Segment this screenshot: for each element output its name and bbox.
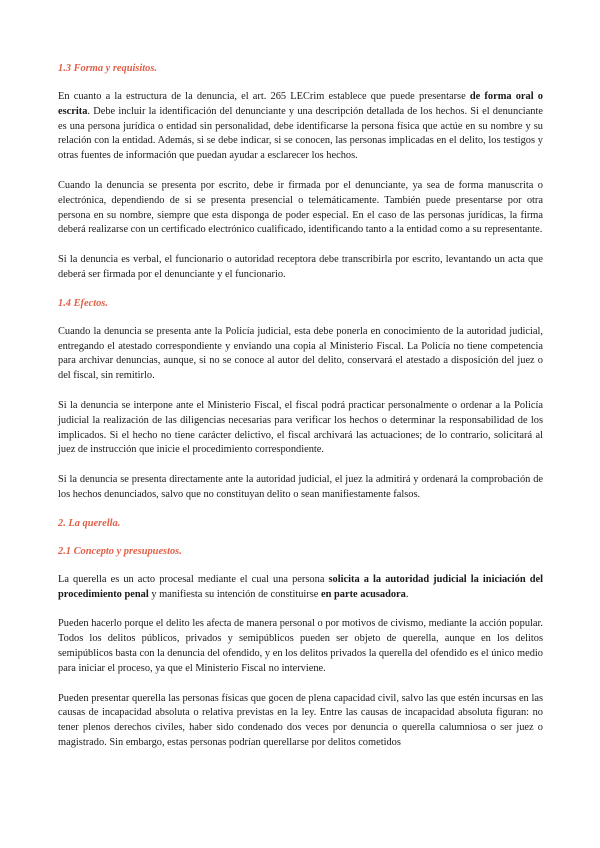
- paragraph-text: .: [405, 588, 409, 600]
- paragraph-text: La querella es un acto procesal mediante el cual una persona: [58, 573, 329, 585]
- paragraph-denuncia-verbal: Si la denuncia es verbal, el funcionario o autoridad receptora debe transcribirla por escrito, levantando un acta que deberá ser firmada por el denunciante y el funcionario.: [58, 254, 543, 280]
- paragraph-capacidad-querellarse: Pueden presentar querella las personas físicas que gocen de plena capacidad civil, salvo las que estén incursas en las causas de incapacidad absoluta o relativa previstas en la ley. Entre las causas de incapacidad absoluta figuran: no tener plenos derechos civiles, haber sido condenado dos veces por denuncia o querella calumniosa o ser juez o magistrado. Sin embargo, estas personas podrían querellarse por delitos cometidos: [58, 692, 543, 748]
- emphasis-text: de forma oral o escrita: [58, 91, 543, 117]
- section-heading-querella: 2. La querella.: [58, 517, 121, 529]
- section-heading-concepto-presupuestos: 2.1 Concepto y presupuestos.: [58, 545, 182, 557]
- paragraph-estructura-denuncia: [58, 90, 543, 164]
- paragraph-ministerio-fiscal: Si la denuncia se interpone ante el Ministerio Fiscal, el fiscal podrá practicar personalmente o ordenar a la Policía judicial la realización de las diligencias necesarias para verificar los hechos o determinar la responsabilidad de los implicados. Si el hecho no tiene carácter delictivo, el fiscal archivará las actuaciones; de lo contrario, solicitará al juez de instrucción que inicie el procedimiento correspondiente.: [58, 399, 543, 456]
- paragraph-accion-popular: Pueden hacerlo porque el delito les afecta de manera personal o por motivos de civismo, mediante la acción popular. Todos los delitos públicos, privados y semipúblicos pueden ser objeto de querella, aunque en los delitos semipúblicos basta con la denuncia del ofendido, y en los delitos privados la querella del ofendido es el único medio para iniciar el proceso, ya que el Ministerio Fiscal no interviene.: [58, 618, 543, 674]
- paragraph-concepto-querella: [58, 573, 543, 603]
- section-heading-efectos: 1.4 Efectos.: [58, 297, 108, 309]
- emphasis-text: en parte acusadora: [321, 588, 406, 600]
- emphasis-text: solicita a la autoridad judicial la iniciación del procedimiento penal: [58, 573, 543, 600]
- paragraph-text: y manifiesta su intención de constituirse: [148, 588, 322, 600]
- paragraph-text: . Debe incluir la identificación del denunciante y una descripción detallada de los hechos. Si el denunciante es una persona jurídica o entidad sin personalidad, debe identificarse la persona física que actúe en su nombre y su relación con la entidad. Además, si se debe indicar, si se conocen, las personas implicadas en el delito, los testigos y otras fuentes de información que puedan ayudar a esclarecer los hechos.: [58, 105, 543, 162]
- paragraph-policia-judicial: Cuando la denuncia se presenta ante la Policía judicial, esta debe ponerla en conocimiento de la autoridad judicial, entregando el atestado correspondiente y enviando una copia al Ministerio Fiscal. La Policía no tiene competencia para archivar denuncias, aunque, si no se conoce al autor del delito, conservará el atestado a disposición del juez o del fiscal, sin remitirlo.: [58, 325, 543, 382]
- paragraph-autoridad-judicial: Si la denuncia se presenta directamente ante la autoridad judicial, el juez la admitirá y ordenará la comprobación de los hechos denunciados, salvo que no constituyan delito o sean manifiestamente falsos.: [58, 474, 543, 500]
- paragraph-denuncia-escrita: Cuando la denuncia se presenta por escrito, debe ir firmada por el denunciante, ya sea de forma manuscrita o electrónica, dependiendo de si se presenta presencial o telemáticamente. También puede presentarse por otra persona en su nombre, siempre que esta disponga de poder especial. En el caso de las personas jurídicas, la firma deberá realizarse con un certificado electrónico cualificado, identificando tanto a la entidad como a su representante.: [58, 179, 543, 236]
- paragraph-text: En cuanto a la estructura de la denuncia, el art. 265 LECrim establece que puede presentarse: [58, 91, 470, 102]
- section-heading-forma-requisitos: 1.3 Forma y requisitos.: [58, 63, 158, 74]
